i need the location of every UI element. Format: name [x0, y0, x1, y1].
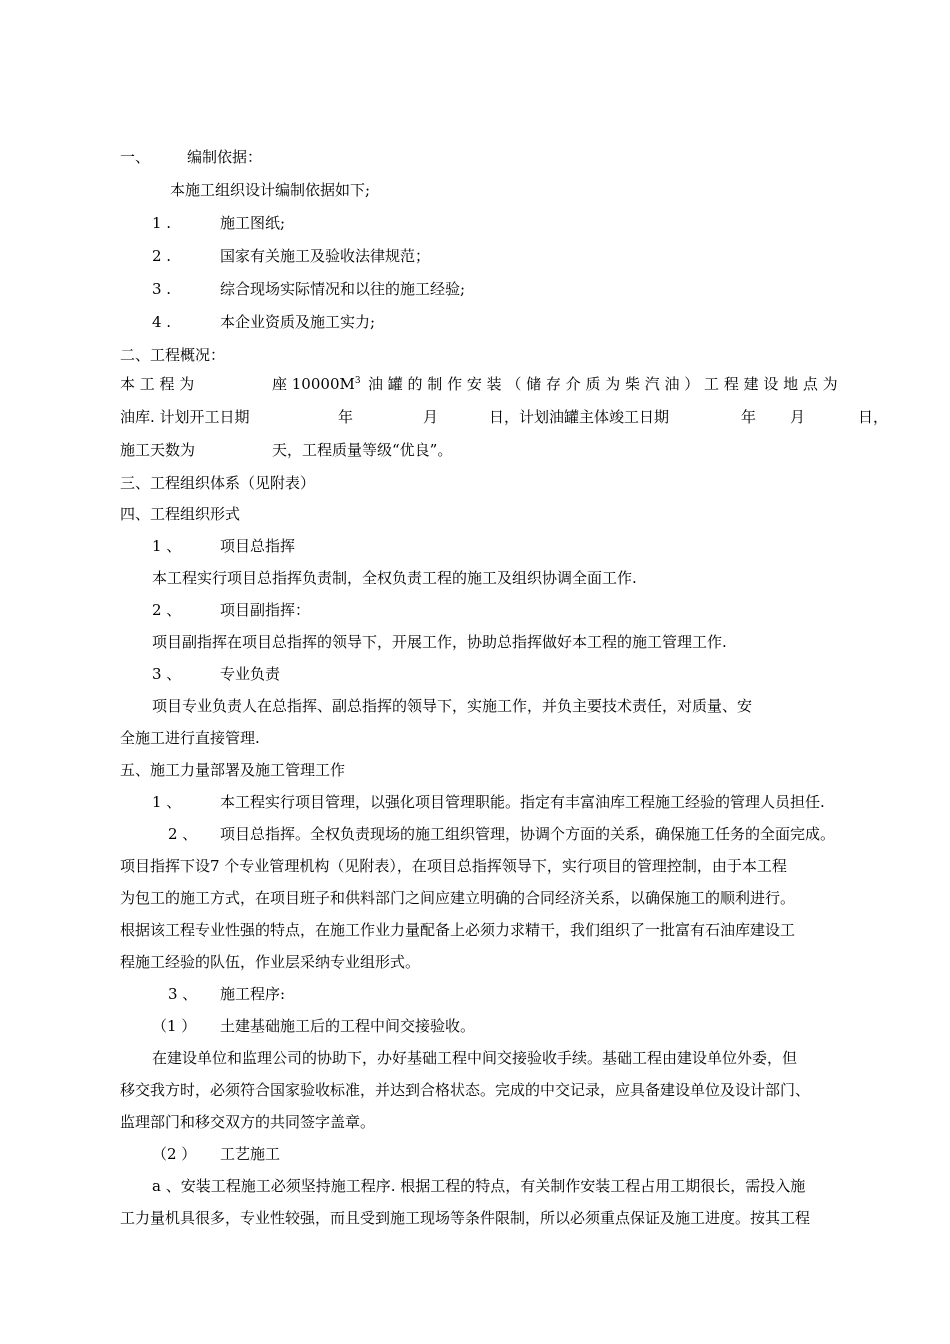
item-number: 3 、: [152, 665, 182, 683]
paragraph-text: 工力量机具很多，专业性较强，而且受到施工现场等条件限制，所以必须重点保证及施工进度。按其工程: [120, 1209, 811, 1227]
item-number: 4 .: [152, 313, 172, 331]
overview-text: [272, 374, 361, 394]
paragraph-text: 全施工进行直接管理.: [120, 729, 260, 747]
section-title: 二、工程概况：: [120, 346, 226, 364]
overview-text: 本 工 程 为: [120, 375, 195, 393]
intro-text: 本施工组织设计编制依据如下;: [170, 181, 371, 199]
section-title: 五、施工力量部署及施工管理工作: [120, 761, 346, 779]
item-text: 本企业资质及施工实力;: [220, 313, 376, 331]
item-title: 项目总指挥: [220, 537, 296, 555]
item-number: 2 、: [152, 601, 182, 619]
overview-text: 月: [790, 408, 806, 426]
overview-text: 施工天数为: [120, 441, 196, 459]
paragraph-text: 本工程实行项目总指挥负责制，全权负责工程的施工及组织协调全面工作.: [152, 569, 637, 587]
item-text: 本工程实行项目管理，以强化项目管理职能。指定有丰富油库工程施工经验的管理人员担任.: [220, 793, 825, 811]
paragraph-text: a 、安装工程施工必须坚持施工程序. 根据工程的特点，有关制作安装工程占用工期很长，需投入施: [152, 1177, 806, 1195]
item-text: 综合现场实际情况和以往的施工经验;: [220, 280, 466, 298]
paragraph-text: 移交我方时，必须符合国家验收标准，并达到合格状态。完成的中交记录，应具备建设单位及设计部门、: [120, 1081, 811, 1099]
section-title: 四、工程组织形式: [120, 505, 241, 523]
item-text: 国家有关施工及验收法律规范；: [220, 247, 431, 265]
overview-text: 日，计划油罐主体竣工日期: [489, 408, 670, 426]
sub-item-title: 工艺施工: [220, 1145, 281, 1163]
item-number: 3 .: [152, 280, 172, 298]
paragraph-text: 项目专业负责人在总指挥、副总指挥的领导下，实施工作，并负主要技术责任，对质量、安: [152, 697, 753, 715]
item-number: 2 、: [168, 825, 198, 843]
superscript: 3: [354, 376, 361, 386]
sub-item-title: 土建基础施工后的工程中间交接验收。: [220, 1017, 476, 1035]
tank-volume: 座 10000M: [272, 375, 355, 393]
item-number: 3 、: [168, 985, 198, 1003]
paragraph-text: 监理部门和移交双方的共同签字盖章。: [120, 1113, 376, 1131]
item-number: 1 、: [152, 793, 182, 811]
overview-text: 日，: [858, 408, 889, 426]
item-text: 项目总指挥。全权负责现场的施工组织管理，协调个方面的关系，确保施工任务的全面完成。: [220, 825, 836, 843]
paragraph-text: 为包工的施工方式，在项目班子和供料部门之间应建立明确的合同经济关系，以确保施工的顺利进行。: [120, 889, 796, 907]
section-number: 一、: [120, 148, 151, 166]
sub-item-number: （2 ）: [152, 1145, 197, 1163]
overview-text: 年: [741, 408, 757, 426]
item-number: 1 、: [152, 537, 182, 555]
paragraph-text: 在建设单位和监理公司的协助下，办好基础工程中间交接验收手续。基础工程由建设单位外委，但: [152, 1049, 798, 1067]
overview-text: 年: [338, 408, 354, 426]
overview-text: 月: [423, 408, 439, 426]
item-number: 2 .: [152, 247, 172, 265]
overview-text: 油 罐 的 制 作 安 装 （ 储 存 介 质 为 柴 汽 油 ） 工 程 建 设 地 点 为: [368, 375, 838, 393]
item-text: 施工图纸;: [220, 214, 286, 232]
item-title: 项目副指挥：: [220, 601, 311, 619]
section-title: 三、工程组织体系（见附表）: [120, 474, 316, 492]
section-title: 编制依据：: [187, 148, 263, 166]
paragraph-text: 根据该工程专业性强的特点，在施工作业力量配备上必须力求精干，我们组织了一批富有石油库建设工: [120, 921, 796, 939]
item-title: 专业负责: [220, 665, 281, 683]
item-number: 1 .: [152, 214, 172, 232]
sub-item-number: （1 ）: [152, 1017, 197, 1035]
paragraph-text: 项目指挥下设7 个专业管理机构（见附表），在项目总指挥领导下，实行项目的管理控制，由于本工程: [120, 857, 787, 875]
paragraph-text: 程施工经验的队伍，作业层采纳专业组形式。: [120, 953, 421, 971]
overview-text: 油库. 计划开工日期: [120, 408, 250, 426]
item-text: 施工程序:: [220, 985, 286, 1003]
paragraph-text: 项目副指挥在项目总指挥的领导下，开展工作，协助总指挥做好本工程的施工管理工作.: [152, 633, 727, 651]
overview-text: 天，工程质量等级“优良”。: [272, 441, 453, 459]
